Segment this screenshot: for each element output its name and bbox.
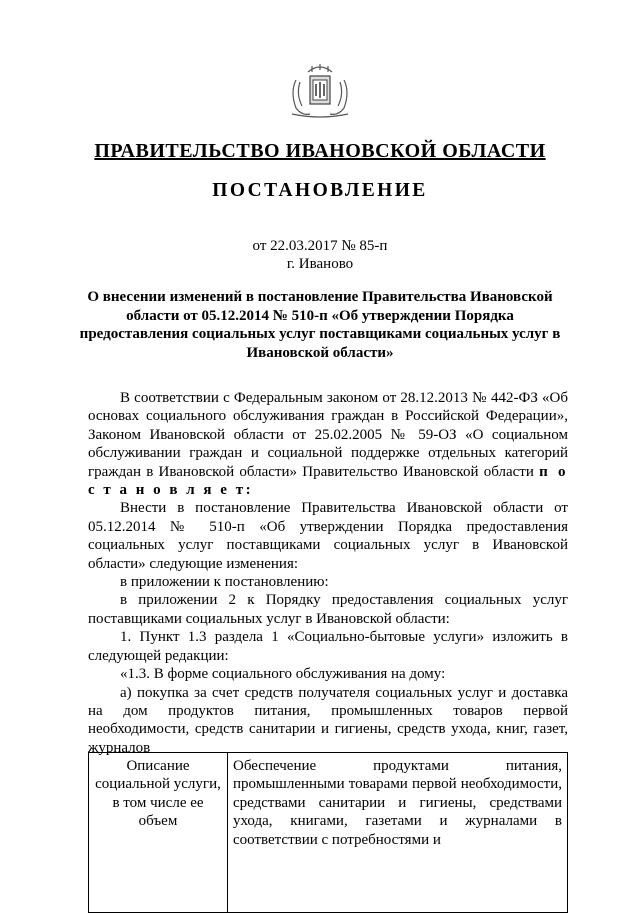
- paragraph-point-1-3: «1.3. В форме социального обслуживания на дому:: [120, 666, 446, 683]
- service-table: [88, 752, 568, 913]
- document-date-number: от 22.03.2017 № 85-п: [252, 238, 388, 254]
- table-row: [89, 753, 568, 913]
- paragraph-point-1: 1. Пункт 1.3 раздела 1 «Социально-бытовые услуги» изложить в следующей редакции:: [88, 629, 568, 664]
- government-name: ПРАВИТЕЛЬСТВО ИВАНОВСКОЙ ОБЛАСТИ: [94, 140, 546, 162]
- paragraph-appendix: в приложении к постановлению:: [120, 574, 329, 591]
- paragraph-preamble: В соответствии с Федеральным законом от 28.12.2013 № 442-ФЗ «Об основах социального обслуживания граждан в Российской Федерации», Законом Ивановской области от 25.02.2005 № 59-ОЗ «О социальном обслуживании граждан и социальной поддержке отдельных категорий граждан в Ивановской области» Правительство Ивановской области п о с т а н о в л я е т:: [88, 390, 568, 499]
- paragraph-appendix-2: в приложении 2 к Порядку предоставления социальных услуг поставщиками социальных услуг в Ивановской области:: [88, 592, 568, 627]
- paragraph-item-a: а) покупка за счет средств получателя социальных услуг и доставка на дом продуктов питания, промышленных товаров первой необходимости, средств санитарии и гигиены, средств ухода, книг, газет, журналов: [88, 684, 568, 756]
- document-city: г. Иваново: [286, 256, 354, 272]
- table-cell-description-label: Описание социальной услуги, в том числе ее объем: [89, 753, 228, 913]
- table-cell-description-text: Обеспечение продуктами питания, промышленными товарами первой необходимости, средствами санитарии и гигиены, средствами ухода, книгами, газетами и журналами в соответствии с потребностями и: [228, 753, 568, 913]
- coat-of-arms-icon: [288, 62, 352, 118]
- paragraph-amend: Внести в постановление Правительства Ивановской области от 05.12.2014 № 510-п «Об утверждении Порядка предоставления социальных услуг поставщиками социальных услуг в Ивановской области» следующие изменения:: [88, 500, 568, 572]
- document-title: О внесении изменений в постановление Правительства Ивановской области от 05.12.2014 № 510-п «Об утверждении Порядка предоставления социальных услуг поставщиками социальных услуг в Ивановской области»: [79, 289, 561, 361]
- document-body: [88, 389, 568, 757]
- document-type: ПОСТАНОВЛЕНИЕ: [212, 180, 428, 201]
- decree-word: п о с т а н о в л я е т:: [88, 463, 568, 499]
